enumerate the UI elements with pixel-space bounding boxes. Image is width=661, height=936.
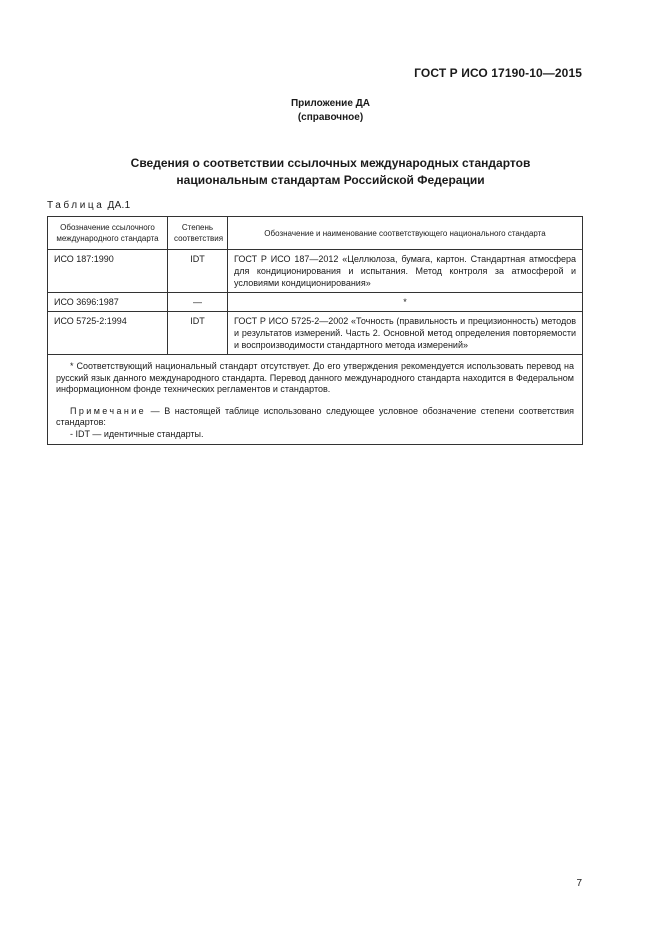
note-paragraph [56, 406, 574, 429]
header-national-standard: Обозначение и наименование соответствующего национального стандарта [228, 217, 583, 250]
table-caption-number: ДА.1 [107, 200, 131, 211]
section-title-line-1: Сведения о соответствии ссылочных международных стандартов [130, 156, 531, 170]
document-code: ГОСТ Р ИСО 17190-10—2015 [414, 66, 582, 80]
table-footnote-row [48, 355, 583, 445]
cell-national: ГОСТ Р ИСО 5725-2—2002 «Точность (правильность и прецизионность) методов и результатов измерений. Часть 2. Основной метод определения повторяемости и воспроизводимости стандартного метода измерений» [228, 312, 583, 355]
section-title-line-2: национальным стандартам Российской Федерации [176, 173, 485, 187]
cell-national: * [228, 293, 583, 312]
note-text: — В настоящей таблице использовано следующее условное обозначение степени соответствия стандартов: [56, 405, 574, 427]
cell-ref: ИСО 5725-2:1994 [48, 312, 168, 355]
note-list-item: - IDT — идентичные стандарты. [70, 428, 204, 439]
table-caption [47, 200, 131, 211]
cell-degree: — [168, 293, 228, 312]
appendix-subtitle: (справочное) [297, 112, 364, 123]
table-caption-prefix: Таблица [47, 200, 105, 211]
cell-degree: IDT [168, 250, 228, 293]
cell-ref: ИСО 3696:1987 [48, 293, 168, 312]
page-number: 7 [576, 878, 582, 889]
section-title [0, 155, 661, 189]
table-header-row [48, 217, 583, 250]
cell-degree: IDT [168, 312, 228, 355]
header-international-standard: Обозначение ссылочного международного стандарта [48, 217, 168, 250]
footnote-text: * Соответствующий национальный стандарт отсутствует. До его утверждения рекомендуется использовать перевод на русский язык данного международного стандарта. Перевод данного международного стандарта находится в Федеральном информационном фонде технических регламентов и стандартов. [56, 361, 574, 394]
table-row [48, 293, 583, 312]
table-row [48, 312, 583, 355]
cell-national: ГОСТ Р ИСО 187—2012 «Целлюлоза, бумага, картон. Стандартная атмосфера для кондиционирования и испытания. Метод контроля за атмосферой и условиями кондиционирования» [228, 250, 583, 293]
table-row [48, 250, 583, 293]
note-label: Примечание [70, 405, 147, 416]
appendix-title: Приложение ДА [290, 98, 371, 109]
appendix-heading [0, 97, 661, 125]
correspondence-table [47, 216, 583, 445]
header-degree: Степень соответствия [168, 217, 228, 250]
cell-ref: ИСО 187:1990 [48, 250, 168, 293]
footnote-cell [48, 355, 583, 445]
